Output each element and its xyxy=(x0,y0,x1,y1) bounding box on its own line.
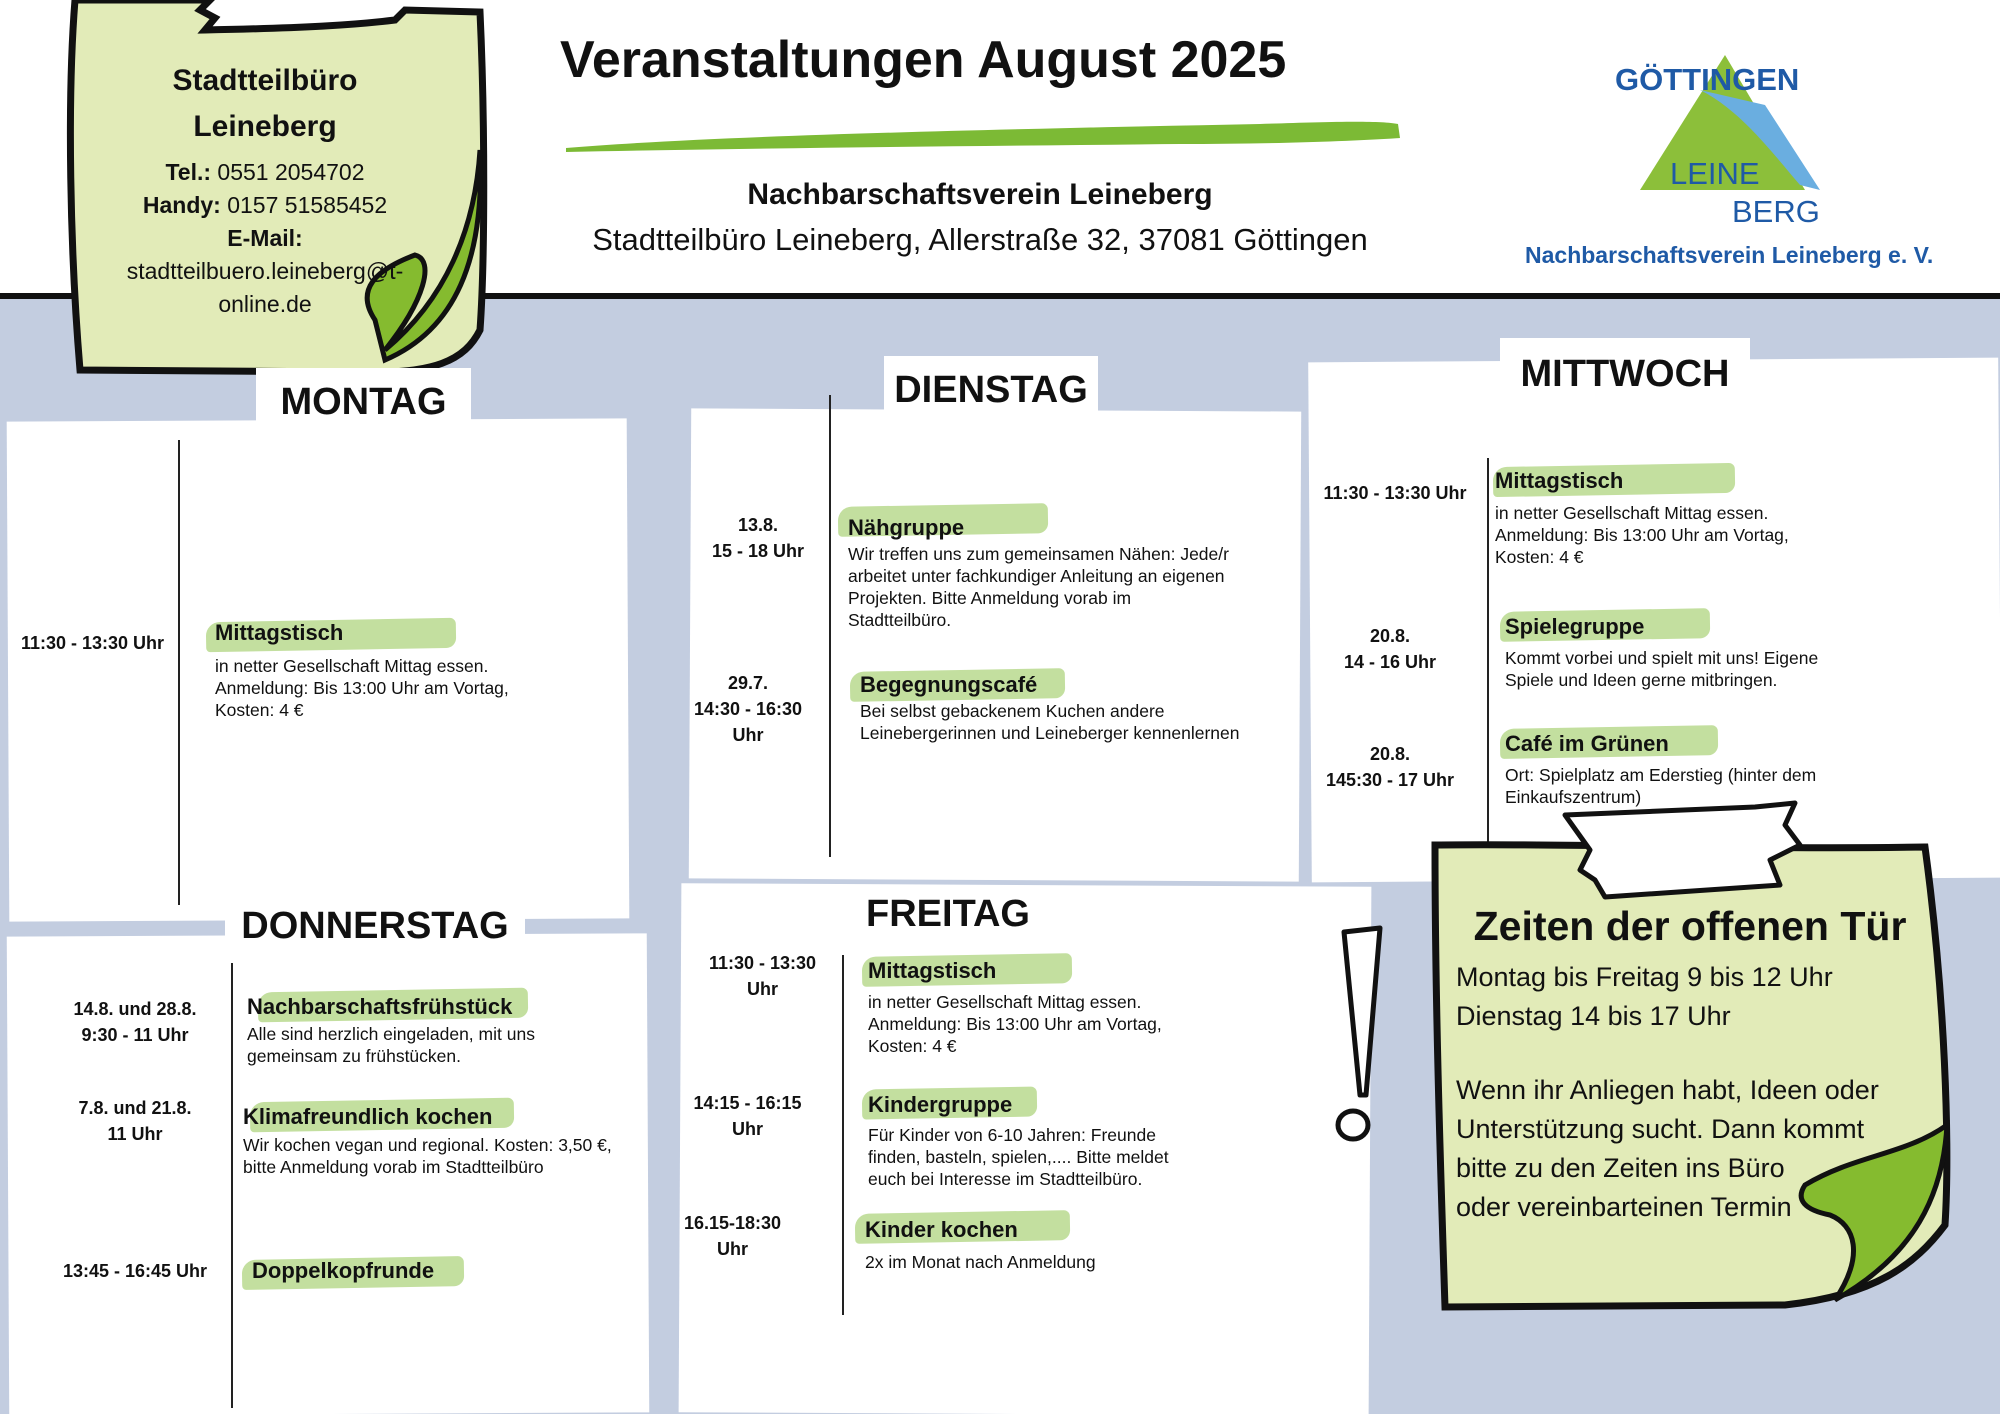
event-title-mittwoch-2: Spielegruppe xyxy=(1505,614,1645,639)
email-label: E-Mail: xyxy=(227,225,303,251)
time-donnerstag-3: 13:45 - 16:45 Uhr xyxy=(62,1261,208,1281)
email-line1[interactable]: stadtteilbuero.leineberg@t- xyxy=(126,258,404,284)
event-title-freitag-2: Kindergruppe xyxy=(868,1092,1013,1117)
divider-montag xyxy=(178,440,180,905)
event-title-mittwoch-1: Mittagstisch xyxy=(1495,468,1624,493)
event-title-donnerstag-1: Nachbarschaftsfrühstück xyxy=(247,994,513,1019)
divider-freitag xyxy=(842,955,844,1315)
event-desc-mittwoch-2: Kommt vorbei und spielt mit uns! Eigene Spiele und Ideen gerne mitbringen. xyxy=(1505,648,1819,690)
logo-subtitle: Nachbarschaftsverein Leineberg e. V. xyxy=(1525,242,1934,268)
contact-title-line2: Leineberg xyxy=(193,110,337,143)
org-name: Nachbarschaftsverein Leineberg xyxy=(747,178,1213,211)
open-hours-tuesday: Dienstag 14 bis 17 Uhr xyxy=(1456,1001,1731,1031)
open-hours-note-shape xyxy=(1425,795,1960,1315)
open-hours-text-2: Unterstützung sucht. Dann kommt xyxy=(1456,1114,1865,1144)
logo-line1: GÖTTINGEN xyxy=(1615,62,1800,97)
time-mittwoch-3: 20.8. 145:30 - 17 Uhr xyxy=(1325,744,1455,790)
day-heading-mittwoch: MITTWOCH xyxy=(1500,338,1750,410)
event-desc-mittwoch-3: Ort: Spielplatz am Ederstieg (hinter dem Einkaufszentrum) xyxy=(1505,765,1817,807)
event-title-donnerstag-3: Doppelkopfrunde xyxy=(252,1258,435,1283)
handy-value[interactable]: 0157 51585452 xyxy=(220,192,388,218)
event-desc-dienstag-1: Wir treffen uns zum gemeinsamen Nähen: Jede/r arbeitet unter fachkundiger Anleitung an eigenen Projekten. Bitte Anmeldung vorab im Stadtteilbüro. xyxy=(848,544,1229,630)
logo-line3: BERG xyxy=(1732,194,1820,229)
handy-label: Handy: xyxy=(142,192,221,218)
open-hours-text-4: oder vereinbarteinen Termin xyxy=(1456,1192,1792,1222)
event-desc-donnerstag-1: Alle sind herzlich eingeladen, mit uns gemeinsam zu frühstücken. xyxy=(247,1024,535,1066)
open-hours-title: Zeiten der offenen Tür xyxy=(1473,903,1907,949)
event-title-freitag-1: Mittagstisch xyxy=(868,958,997,983)
logo-line2: LEINE xyxy=(1670,156,1760,191)
event-title-dienstag-2: Begegnungscafé xyxy=(860,672,1038,697)
open-hours-text-3: bitte zu den Zeiten ins Büro xyxy=(1456,1153,1785,1183)
time-freitag-1: 11:30 - 13:30 Uhr xyxy=(708,953,817,999)
event-desc-freitag-3: 2x im Monat nach Anmeldung xyxy=(865,1252,1096,1272)
tel-label: Tel.: xyxy=(165,159,212,185)
day-heading-montag: MONTAG xyxy=(256,368,471,436)
open-hours-text-1: Wenn ihr Anliegen habt, Ideen oder xyxy=(1456,1075,1879,1105)
event-desc-mittwoch-1: in netter Gesellschaft Mittag essen. Anmeldung: Bis 13:00 Uhr am Vortag, Kosten: 4 € xyxy=(1495,503,1789,567)
time-freitag-2: 14:15 - 16:15 Uhr xyxy=(693,1093,802,1139)
contact-details xyxy=(95,156,435,321)
time-dienstag-1: 13.8. 15 - 18 Uhr xyxy=(711,515,805,561)
event-title-montag-1: Mittagstisch xyxy=(215,620,344,645)
event-title-dienstag-1: Nähgruppe xyxy=(848,515,965,540)
org-address: Stadtteilbüro Leineberg, Allerstraße 32, 37081 Göttingen xyxy=(592,222,1368,257)
contact-handy xyxy=(95,189,435,222)
panel-dienstag xyxy=(689,408,1301,881)
event-desc-montag-1: in netter Gesellschaft Mittag essen. Anmeldung: Bis 13:00 Uhr am Vortag, Kosten: 4 € xyxy=(215,656,509,720)
exclamation-icon xyxy=(1318,920,1398,1145)
contact-title xyxy=(95,58,435,150)
day-heading-freitag: FREITAG xyxy=(866,893,1030,935)
divider-mittwoch xyxy=(1487,458,1489,848)
event-title-freitag-3: Kinder kochen xyxy=(865,1217,1018,1242)
time-freitag-3: 16.15-18:30 Uhr xyxy=(683,1213,782,1259)
tel-value[interactable]: 0551 2054702 xyxy=(211,159,365,185)
title-brush-stroke xyxy=(560,110,1406,155)
open-hours-weekdays: Montag bis Freitag 9 bis 12 Uhr xyxy=(1456,962,1833,992)
divider-dienstag xyxy=(829,395,831,857)
event-desc-freitag-1: in netter Gesellschaft Mittag essen. Anmeldung: Bis 13:00 Uhr am Vortag, Kosten: 4 € xyxy=(868,992,1162,1056)
time-mittwoch-2: 20.8. 14 - 16 Uhr xyxy=(1343,626,1437,672)
event-title-mittwoch-3: Café im Grünen xyxy=(1505,731,1669,756)
divider-donnerstag xyxy=(231,963,233,1408)
event-desc-dienstag-2: Bei selbst gebackenem Kuchen andere Leinebergerinnen und Leineberger kennenlernen xyxy=(860,701,1240,743)
time-dienstag-2: 29.7. 14:30 - 16:30 Uhr xyxy=(693,673,803,745)
time-montag-1: 11:30 - 13:30 Uhr xyxy=(20,633,165,653)
day-heading-donnerstag: DONNERSTAG xyxy=(225,892,525,960)
logo xyxy=(1500,50,1960,280)
email-line2[interactable]: online.de xyxy=(218,291,312,317)
event-desc-donnerstag-2: Wir kochen vegan und regional. Kosten: 3,50 €, bitte Anmeldung vorab im Stadtteilbüro xyxy=(243,1135,612,1177)
time-donnerstag-1: 14.8. und 28.8. 9:30 - 11 Uhr xyxy=(73,999,197,1045)
contact-title-line1: Stadtteilbüro xyxy=(172,64,358,97)
day-heading-dienstag: DIENSTAG xyxy=(884,356,1098,424)
event-title-donnerstag-2: Klimafreundlich kochen xyxy=(243,1104,493,1129)
time-mittwoch-1: 11:30 - 13:30 Uhr xyxy=(1323,483,1467,503)
page-title: Veranstaltungen August 2025 xyxy=(560,31,1287,89)
contact-tel xyxy=(95,156,435,189)
time-donnerstag-2: 7.8. und 21.8. 11 Uhr xyxy=(78,1098,192,1144)
event-desc-freitag-2: Für Kinder von 6-10 Jahren: Freunde finden, basteln, spielen,.... Bitte meldet euch bei Interesse im Stadtteilbüro. xyxy=(868,1125,1169,1189)
